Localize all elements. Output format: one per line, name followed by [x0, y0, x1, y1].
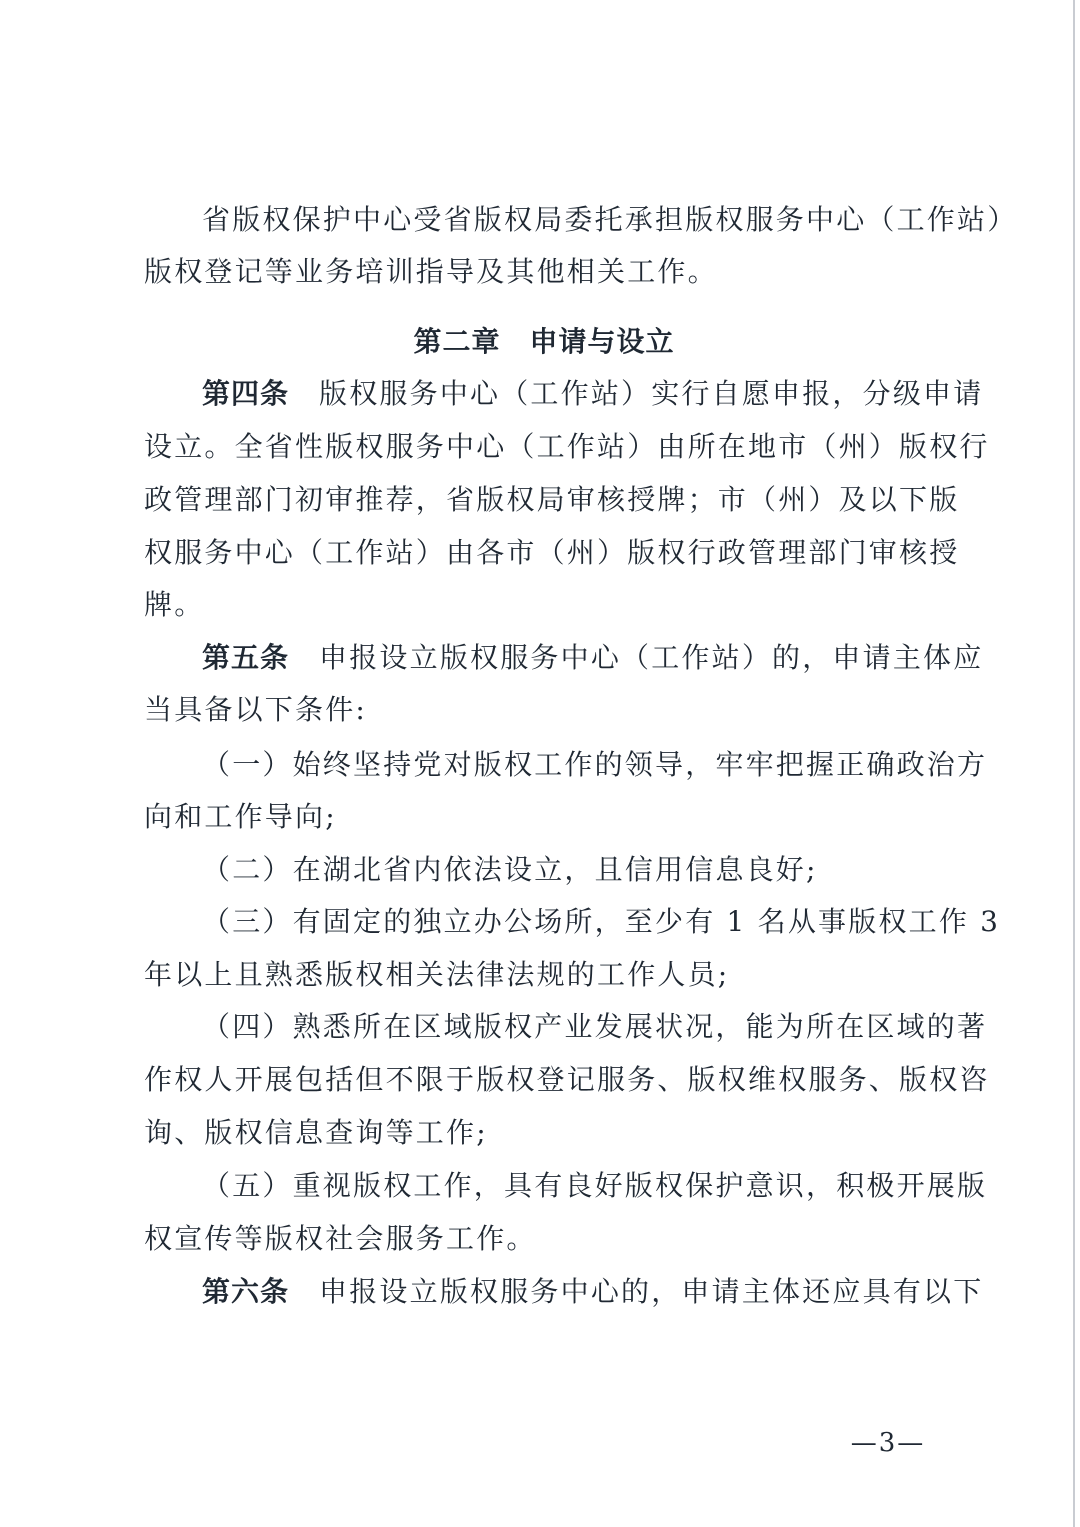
article-4-text: 版权服务中心（工作站）实行自愿申报，分级申请: [319, 377, 984, 410]
article-5-line-2: 当具备以下条件:: [144, 693, 368, 726]
page-number: —3—: [850, 1428, 926, 1458]
page-edge-line: [1073, 0, 1075, 1527]
condition-5-line-1: （五）重视版权工作，具有良好版权保护意识，积极开展版: [202, 1169, 988, 1202]
condition-1-line-1: （一）始终坚持党对版权工作的领导，牢牢把握正确政治方: [202, 748, 988, 781]
article-4-line-4: 权服务中心（工作站）由各市（州）版权行政管理部门审核授: [144, 536, 960, 569]
article-5-line-1: [202, 638, 984, 678]
condition-5-line-2: 权宣传等版权社会服务工作。: [144, 1222, 537, 1255]
condition-4-line-2: 作权人开展包括但不限于版权登记服务、版权维权服务、版权咨: [144, 1063, 990, 1096]
article-4-line-3: 政管理部门初审推荐，省版权局审核授牌；市（州）及以下版: [144, 483, 960, 516]
article-5-text: 申报设立版权服务中心（工作站）的，申请主体应: [319, 641, 984, 674]
intro-paragraph-line-2: 版权登记等业务培训指导及其他相关工作。: [144, 255, 718, 288]
article-6-line-1: [202, 1272, 984, 1312]
article-6-text: 申报设立版权服务中心的，申请主体还应具有以下: [319, 1275, 984, 1308]
condition-2-line-1: （二）在湖北省内依法设立，且信用信息良好;: [202, 853, 818, 886]
condition-3-line-1: （三）有固定的独立办公场所，至少有 1 名从事版权工作 3: [202, 905, 1001, 938]
article-4-line-2: 设立。全省性版权服务中心（工作站）由所在地市（州）版权行: [144, 430, 990, 463]
article-4-line-5: 牌。: [144, 588, 205, 621]
chapter-heading: 第二章 申请与设立: [413, 325, 675, 358]
condition-4-line-3: 询、版权信息查询等工作;: [144, 1116, 488, 1149]
intro-paragraph-line-1: 省版权保护中心受省版权局委托承担版权服务中心（工作站）: [202, 203, 1018, 236]
article-5-label: 第五条: [202, 641, 290, 674]
condition-3-line-2: 年以上且熟悉版权相关法律法规的工作人员;: [144, 958, 730, 991]
article-4-label: 第四条: [202, 377, 290, 410]
article-6-label: 第六条: [202, 1275, 290, 1308]
condition-4-line-1: （四）熟悉所在区域版权产业发展状况，能为所在区域的著: [202, 1010, 988, 1043]
condition-1-line-2: 向和工作导向;: [144, 800, 337, 833]
article-4-line-1: [202, 374, 984, 414]
